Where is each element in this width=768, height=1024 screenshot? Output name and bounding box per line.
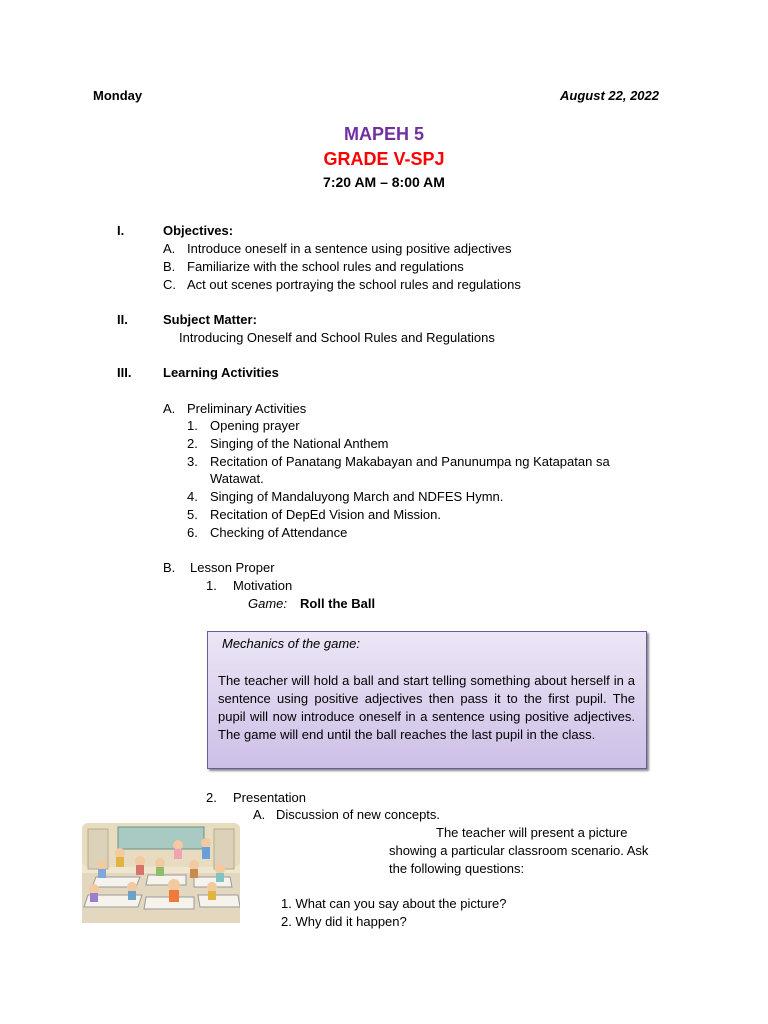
preliminary-item: Singing of the National Anthem [210, 436, 389, 451]
section-numeral: I. [117, 223, 125, 238]
list-letter: A. [253, 807, 266, 822]
section-numeral: III. [117, 365, 132, 380]
subject-matter-text: Introducing Oneself and School Rules and Regulations [179, 330, 495, 345]
list-number: 6. [187, 525, 198, 540]
objective-item: Introduce oneself in a sentence using positive adjectives [187, 241, 512, 256]
preliminary-item-continued: Watawat. [210, 471, 264, 486]
section-numeral: II. [117, 312, 128, 327]
preliminary-heading: Preliminary Activities [187, 401, 307, 416]
subject-title: MAPEH 5 [343, 124, 424, 144]
objectives-heading: Objectives: [163, 223, 234, 238]
list-letter: B. [163, 560, 176, 575]
list-letter: A. [163, 241, 176, 256]
mechanics-text: The teacher will hold a ball and start telling something about herself in a sentence using positive adjectives then pass it to the first pupil. The pupil will now introduce oneself in a sentence using positive adjectives. The game will end until the ball reaches the last pupil in the class. [218, 673, 635, 742]
time-range: 7:20 AM – 8:00 AM [323, 174, 445, 190]
list-number: 1. [206, 578, 217, 593]
preliminary-item: Checking of Attendance [210, 525, 348, 540]
game-label: Game: [248, 596, 288, 611]
list-number: 4. [187, 489, 198, 504]
question-item: 2. Why did it happen? [281, 914, 407, 929]
list-number: 5. [187, 507, 198, 522]
mechanics-title: Mechanics of the game: [222, 636, 361, 651]
date-label: August 22, 2022 [560, 88, 659, 103]
list-letter: B. [163, 259, 176, 274]
list-number: 2. [206, 790, 217, 805]
presentation-text: The teacher will present a picture [436, 825, 628, 840]
presentation-text: the following questions: [389, 861, 525, 876]
list-number: 3. [187, 454, 198, 469]
list-number: 1. [187, 418, 198, 433]
objective-item: Act out scenes portraying the school rules and regulations [187, 277, 521, 292]
presentation-text: showing a particular classroom scenario. Ask [389, 843, 649, 858]
preliminary-item: Recitation of Panatang Makabayan and Panunumpa ng Katapatan sa [210, 454, 610, 469]
motivation-label: Motivation [233, 578, 293, 593]
classroom-picture [82, 823, 240, 923]
list-letter: C. [163, 277, 176, 292]
preliminary-item: Singing of Mandaluyong March and NDFES Hymn. [210, 489, 504, 504]
lesson-proper-heading: Lesson Proper [190, 560, 275, 575]
list-letter: A. [163, 401, 176, 416]
objective-item: Familiarize with the school rules and regulations [187, 259, 464, 274]
preliminary-item: Opening prayer [210, 418, 300, 433]
mechanics-box [207, 631, 647, 769]
subject-matter-heading: Subject Matter: [163, 312, 257, 327]
list-number: 2. [187, 436, 198, 451]
presentation-label: Presentation [233, 790, 306, 805]
question-item: 1. What can you say about the picture? [281, 896, 507, 911]
game-name: Roll the Ball [300, 596, 376, 611]
day-label: Monday [93, 88, 143, 103]
grade-title: GRADE V-SPJ [323, 149, 445, 169]
discussion-label: Discussion of new concepts. [276, 807, 441, 822]
learning-activities-heading: Learning Activities [163, 365, 279, 380]
preliminary-item: Recitation of DepEd Vision and Mission. [210, 507, 441, 522]
